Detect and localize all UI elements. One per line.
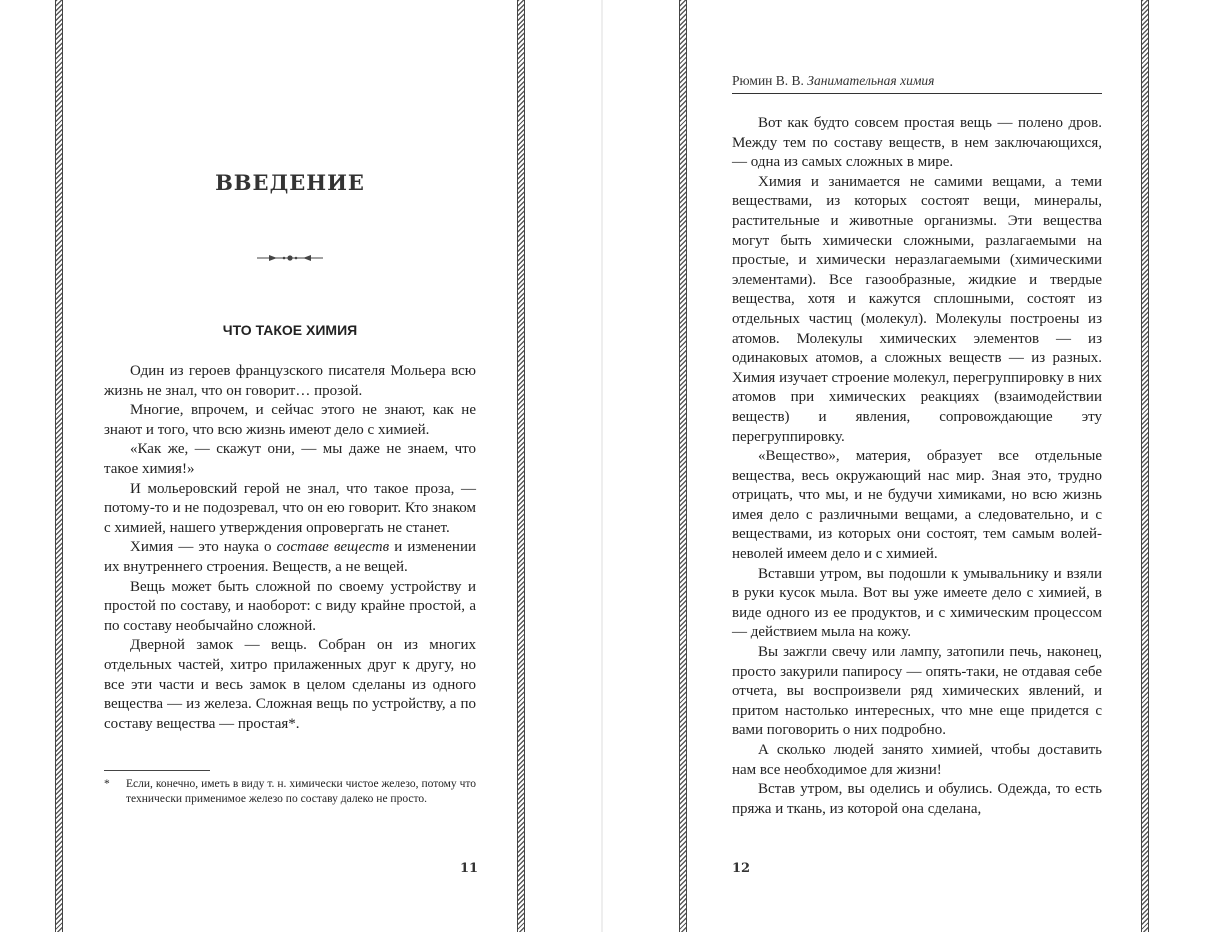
paragraph-text: и изменении их внутреннего строения. Веществ, а не вещей. xyxy=(104,539,476,575)
paragraph: И мольеровский герой не знал, что такое проза, — потому-то и не подозревал, что он ею говорит. Кто знаком с химией, нашего утверждения опровергать не станет. xyxy=(104,480,476,536)
paragraph: Дверной замок — вещь. Собран он из многих отдельных частей, хитро прилаженных друг к другу, но все эти части и весь замок в целом сделаны из одного вещества — из железа. Сложная вещь по устройству, а по составу вещества — простая*. xyxy=(104,637,476,732)
running-head-author: Рюмин В. В. xyxy=(732,73,804,88)
paragraph: «Как же, — скажут они, — мы даже не знаем, что такое химия!» xyxy=(104,441,476,477)
footnote-rule xyxy=(104,770,210,771)
paragraph: Вы зажгли свечу или лампу, затопили печь, наконец, просто закурили папиросу — опять-таки, не отдавая себе отчета, вы воспроизвели ряд химических явлений, и притом настолько интересных, что мне еще придется с вами поговорить о них подробно. xyxy=(732,644,1102,739)
paragraph xyxy=(104,538,476,577)
paragraph: Встав утром, вы оделись и обулись. Одежда, то есть пряжа и ткань, из которой она сделана, xyxy=(732,781,1102,817)
paragraph: Один из героев французского писателя Мольера всю жизнь не знал, что он говорит… прозой. xyxy=(104,363,476,399)
running-head xyxy=(732,73,1102,94)
paragraph-text: Химия — это наука о xyxy=(130,539,277,556)
section-title: ЧТО ТАКОЕ ХИМИЯ xyxy=(222,322,358,338)
paragraph: Многие, впрочем, и сейчас этого не знают, как не знают и того, что всю жизнь имеют дело с химией. xyxy=(104,402,476,438)
page-gutter xyxy=(601,0,603,932)
decorative-border-right-outer xyxy=(1141,0,1149,932)
paragraph: Химия и занимается не самими вещами, а теми веществами, из которых состоят вещи, минералы, растительные и животные организмы. Эти вещества могут быть химически сложными, разлагаемыми на простые, и химически неразлагаемыми (химическими элементами). Все газообразные, жидкие и твердые вещества, хотя и кажутся сплошными, состоят из отдельных частиц (молекул). Молекулы построены из атомов. Молекулы химических элементов — из одинаковых атомов, а сложных веществ — из разных. Химия изучает строение молекул, перегруппировку в них атомов при химических реакциях (взаимодействии веществ) и явления, сопровождающие эту перегруппировку. xyxy=(732,173,1102,445)
chapter-title: ВВЕДЕНИЕ xyxy=(215,170,365,195)
running-head-book-title: Занимательная химия xyxy=(807,73,935,88)
paragraph: «Вещество», материя, образует все отдельные вещества, весь окружающий нас мир. Зная это, трудно отрицать, что мы, и не будучи химиками, но всю жизнь имея дело с различными вещами, а следовательно, и с веществами, из которых они состоят, тем самым волей-неволей имеем дело и с химией. xyxy=(732,448,1102,563)
page-number-right: 12 xyxy=(732,861,751,876)
decorative-border-left-inner xyxy=(517,0,525,932)
decorative-border-left-outer xyxy=(55,0,63,932)
emphasis-text: составе веществ xyxy=(276,539,390,556)
footnote xyxy=(104,777,476,806)
paragraph: Вставши утром, вы подошли к умывальнику и взяли в руки кусок мыла. Вот вы уже имеете дело с химией, в виде одного из ее продуктов, и с химическим процессом — действием мыла на кожу. xyxy=(732,565,1102,641)
paragraph: А сколько людей занято химией, чтобы доставить нам все необходимое для жизни! xyxy=(732,742,1102,778)
right-body-text xyxy=(732,114,1102,819)
left-body-text xyxy=(104,362,476,734)
paragraph: Вот как будто совсем простая вещь — полено дров. Между тем по составу веществ, в нем заключающихся, — одна из самых сложных в мире. xyxy=(732,115,1102,171)
paragraph: Вещь может быть сложной по своему устройству и простой по составу, и наоборот: с виду крайне простой, а по составу необычайно сложной. xyxy=(104,578,476,634)
footnote-mark: * xyxy=(104,778,110,790)
ornament-divider-icon xyxy=(255,252,325,264)
page-number-left: 11 xyxy=(460,861,479,876)
footnote-text: Если, конечно, иметь в виду т. н. химически чистое железо, потому что технически применимое железо по составу далеко не просто. xyxy=(126,778,476,805)
decorative-border-right-inner xyxy=(679,0,687,932)
